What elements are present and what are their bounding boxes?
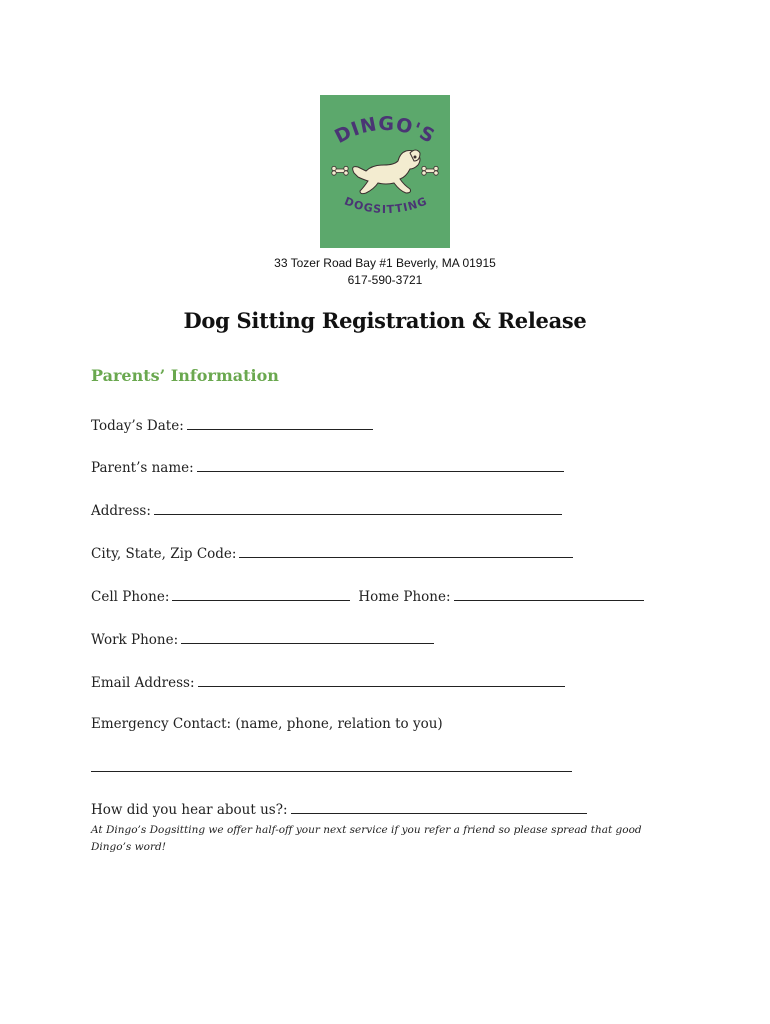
input-line-todays-date[interactable] <box>187 417 373 430</box>
label-email: Email Address: <box>91 675 195 691</box>
form-title: Dog Sitting Registration & Release <box>183 308 587 333</box>
field-phones <box>91 588 644 605</box>
field-parents-name <box>91 459 564 476</box>
field-address <box>91 502 562 519</box>
section-heading-parents-information: Parents’ Information <box>91 366 279 385</box>
label-parents-name: Parent’s name: <box>91 460 194 476</box>
input-line-home-phone[interactable] <box>454 588 644 601</box>
input-line-hear-about[interactable] <box>291 801 587 814</box>
field-city-state-zip <box>91 545 573 562</box>
label-home-phone: Home Phone: <box>358 589 451 605</box>
address-line: 33 Tozer Road Bay #1 Beverly, MA 01915 <box>274 256 496 270</box>
label-cell-phone: Cell Phone: <box>91 589 170 605</box>
input-line-city-state-zip[interactable] <box>239 545 573 558</box>
phone-line: 617-590-3721 <box>347 273 423 287</box>
input-line-cell-phone[interactable] <box>172 588 350 601</box>
field-emergency-contact <box>91 716 443 732</box>
label-hear-about: How did you hear about us?: <box>91 802 288 818</box>
label-todays-date: Today’s Date: <box>91 418 184 434</box>
field-hear-about <box>91 801 587 818</box>
label-work-phone: Work Phone: <box>91 632 179 648</box>
field-work-phone <box>91 631 434 648</box>
referral-note: At Dingo’s Dogsitting we offer half-off your next service if you refer a friend so please spread that good Dingo’s word! <box>91 824 642 853</box>
logo-top-text: DINGO'S <box>331 112 439 149</box>
field-email <box>91 674 565 691</box>
logo-bottom-text: DOGSITTING <box>342 194 430 217</box>
input-line-parents-name[interactable] <box>197 459 564 472</box>
company-logo <box>320 95 450 248</box>
input-line-emergency-contact[interactable] <box>91 771 572 772</box>
input-line-email[interactable] <box>198 674 565 687</box>
field-todays-date <box>91 417 373 434</box>
label-emergency-contact: Emergency Contact: (name, phone, relation to you) <box>91 716 443 732</box>
label-address: Address: <box>91 503 151 519</box>
input-line-address[interactable] <box>154 502 562 515</box>
label-city-state-zip: City, State, Zip Code: <box>91 546 237 562</box>
input-line-work-phone[interactable] <box>181 631 434 644</box>
